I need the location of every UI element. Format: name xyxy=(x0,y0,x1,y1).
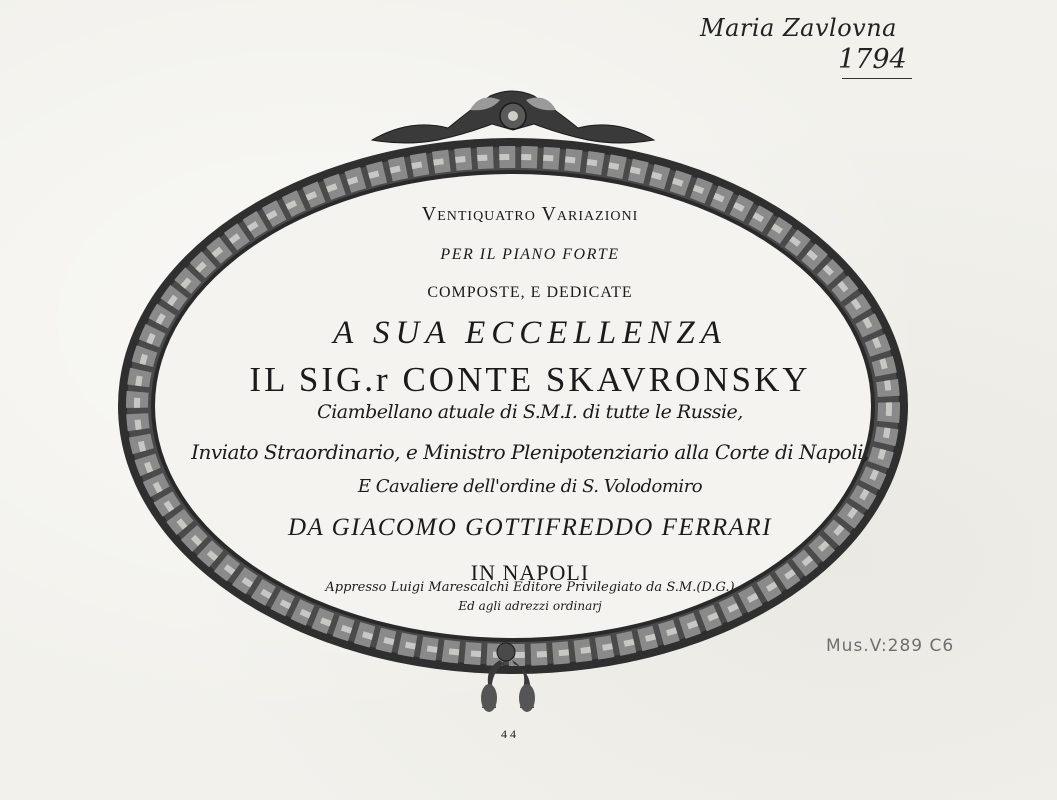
ribbon-bow-ornament xyxy=(372,91,654,143)
publisher-address: Ed agli adrezzi ordinarj xyxy=(458,599,602,613)
dedicatee-name: IL SIG.r CONTE SKAVRONSKY xyxy=(249,360,811,399)
excellency-line: A SUA ECCELLENZA xyxy=(333,315,727,351)
dedication-intro: COMPOSTE, E DEDICATE xyxy=(427,284,633,301)
handwritten-owner-name: Maria Zavlovna xyxy=(700,14,897,42)
handwritten-year: 1794 xyxy=(838,44,907,75)
dedicatee-title-line-3: E Cavaliere dell'ordine di S. Volodomiro xyxy=(357,476,703,497)
dedicatee-title-line-1: Ciambellano atuale di S.M.I. di tutte le Russie, xyxy=(317,401,743,423)
publisher-line: Appresso Luigi Marescalchi Editore Privilegiato da S.M.(D.G.) xyxy=(325,580,735,595)
publication-city: IN NAPOLI xyxy=(470,560,590,585)
work-title: Ventiquatro Variazioni xyxy=(421,203,639,225)
year-underline xyxy=(842,78,912,79)
composer-line: DA GIACOMO GOTTIFREDDO FERRARI xyxy=(287,514,773,541)
instrument-line: PER IL PIANO FORTE xyxy=(440,246,620,263)
library-shelfmark: Mus.V:289 C6 xyxy=(826,636,955,656)
dedicatee-title-line-2: Inviato Straordinario, e Ministro Plenipotenziario alla Corte di Napoli, xyxy=(191,440,869,464)
plate-number: 44 xyxy=(501,727,519,741)
